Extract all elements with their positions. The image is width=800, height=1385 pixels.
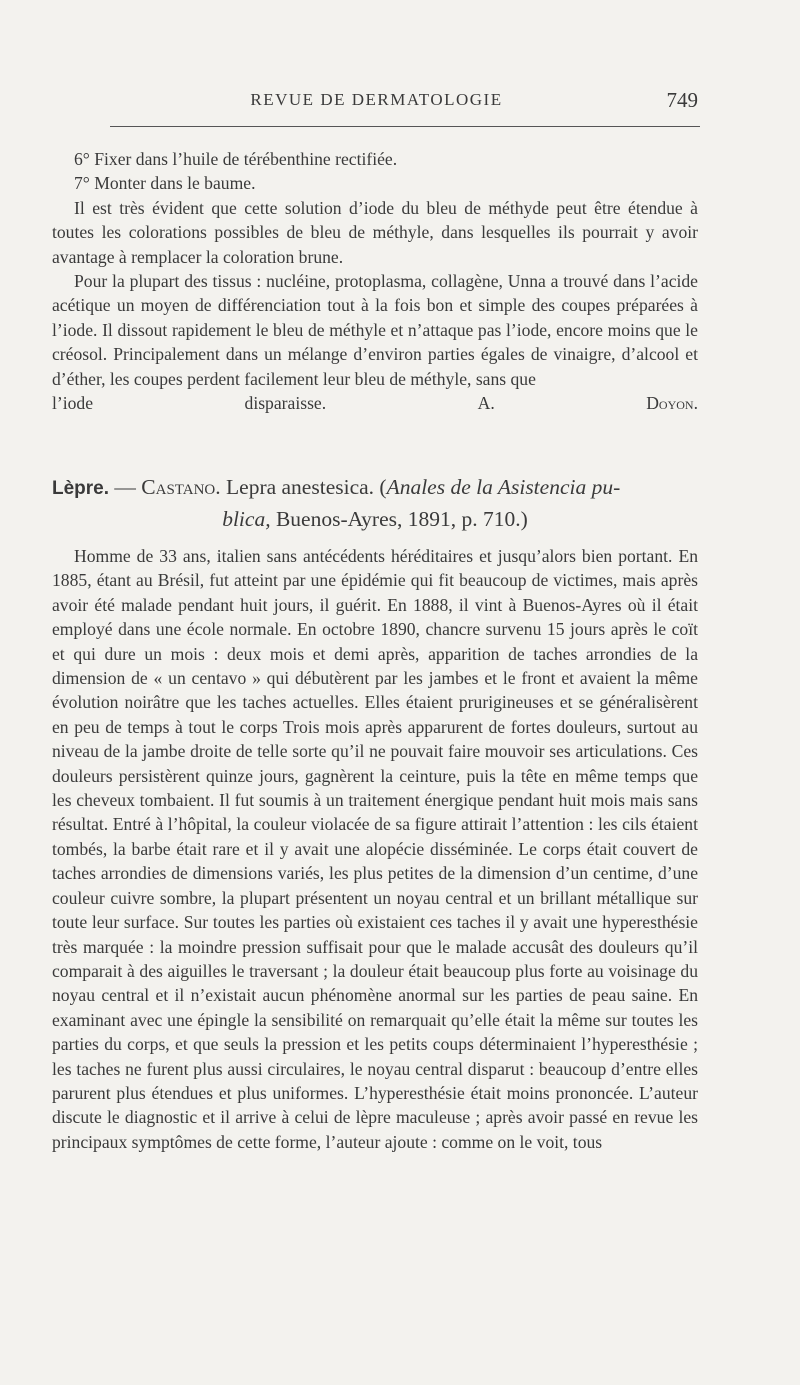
running-title: REVUE DE DERMATOLOGIE — [250, 90, 503, 109]
paragraph: Pour la plupart des tissus : nucléine, protoplasma, collagène, Unna a trouvé dans l’acide acétique un moyen de différenciation tout à la fois bon et simple des coupes préparées à l’iode. Il dissout rapidement le bleu de méthyle et n’attaque pas l’iode, encore moins que le créosol. Principalement dans un mélange d’environ parties égales de vinaigre, d’alcool et d’éther, les coupes perdent facilement leur bleu de méthyle, sans que — [52, 271, 698, 389]
paragraph: Il est très évident que cette solution d’iode du bleu de méthyde peut être étendue à toutes les colorations possibles de bleu de méthyle, dans lesquelles ils pourrait y avoir avantage à remplacer la coloration brune. — [52, 197, 698, 267]
section-lepra-case — [52, 544, 698, 1154]
page-number: 749 — [666, 88, 698, 112]
heading-line-1 — [52, 472, 698, 504]
header-rule — [110, 126, 700, 127]
step-line: 6° Fixer dans l’huile de térébenthine rectifiée. — [74, 149, 398, 169]
heading-title: Lepra anestesica. ( — [220, 475, 387, 499]
heading-topic: Lèpre. — [52, 478, 110, 499]
heading-line-2 — [52, 504, 698, 534]
paragraph: Homme de 33 ans, italien sans antécédents héréditaires et jusqu’alors bien portant. En 1885, étant au Brésil, fut atteint par une épidémie qui fit beaucoup de victimes, mais après avoir été malade pendant huit jours, il guérit. En 1888, il vint à Buenos-Ayres où il était employé dans une école normale. En octobre 1890, chancre survenu 15 jours après le coït et qui dure un mois : deux mois et demi après, apparition de taches arrondies de la dimension de « un centavo » qui débutèrent par les jambes et le front et avaient la même évolution noirâtre que les taches actuelles. Elles étaient prurigineuses et se généralisèrent en peu de temps à tout le corps Trois mois après apparurent de fortes douleurs, surtout au niveau de la jambe droite de telle sorte qu’il ne pouvait faire mouvoir ses articulations. Ces douleurs persistèrent quinze jours, gagnèrent la ceinture, puis la tête en même temps que les cheveux tombaient. Il fut soumis à un traitement énergique pendant huit mois mais sans résultat. Entré à l’hôpital, la couleur violacée de sa figure attirait l’attention : les cils étaient tombés, la barbe était rare et il y avait une alopécie disséminée. Le corps était couvert de taches arrondies de dimensions variés, les plus petites de la dimension d’un centime, d’une couleur cuivre sombre, la plupart présentent un noyau central et un brillant métallique sur toute leur surface. Sur toutes les parties où existaient ces taches il y avait une hyperesthésie très marquée : la moindre pression suffisait pour que le malade accusât des douleurs qu’il comparait à des aiguilles le traversant ; la douleur était beaucoup plus forte au voisinage du noyau central et il n’existait aucun phénomène anormal sur les parties de peau saine. En examinant avec une épingle la sensibilité on remarquait qu’elle était la même sur toutes les parties du corps, et que seuls la pression et les petits coups déterminaient l’hyperesthésie ; les taches ne furent plus aussi circulaires, le noyau central disparut : beaucoup d’entre elles parurent plus étendues et plus uniformes. L’hyperesthésie était moins prononcée. L’auteur discute le diagnostic et il arrive à celui de lèpre maculeuse ; après avoir passé en revue les principaux symptômes de cette forme, l’auteur ajoute : comme on le voit, tous — [52, 546, 698, 1152]
closing-line — [52, 391, 698, 415]
heading-dash: — — [109, 475, 142, 499]
heading-journal: Anales de la Asistencia pu- — [386, 475, 621, 499]
heading-author: Castano. — [141, 475, 221, 499]
heading-details: Buenos-Ayres, 1891, p. 710.) — [270, 507, 528, 531]
author-signature: A. Doyon. — [477, 393, 698, 414]
section-heading — [52, 472, 698, 534]
closing-text: l’iode disparaisse. — [52, 393, 327, 414]
section-staining-method — [52, 147, 698, 415]
running-header — [55, 88, 698, 114]
step-line: 7° Monter dans le baume. — [74, 173, 256, 194]
heading-journal-cont: blica, — [222, 507, 271, 531]
